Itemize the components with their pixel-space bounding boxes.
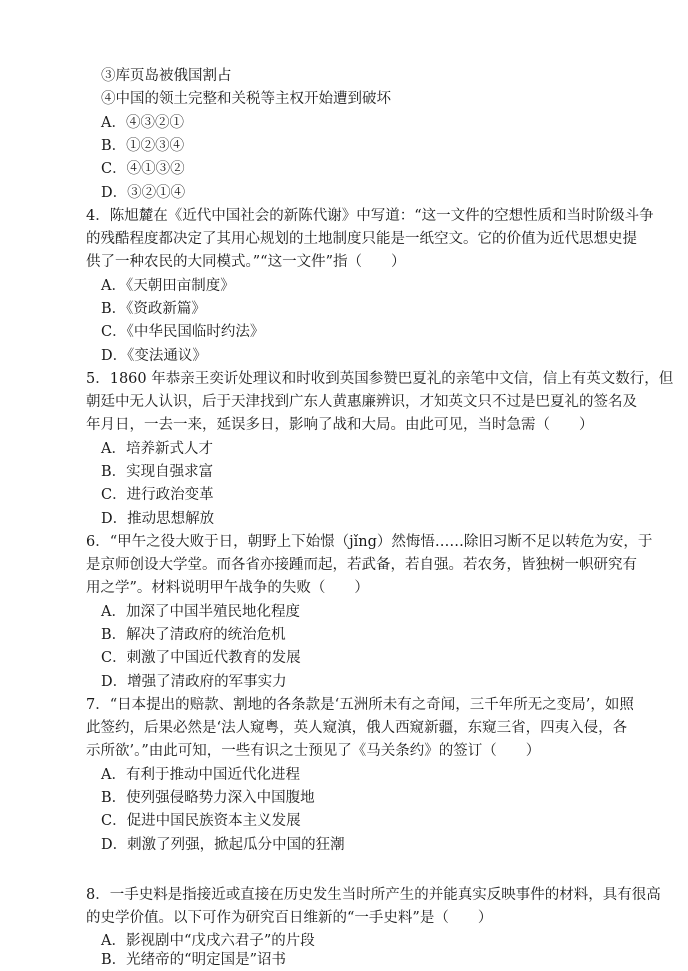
question-8-option-b: B．光绪帝的“明定国是”诏书 (101, 952, 286, 968)
question-4-option-d: D．《变法通议》 (101, 348, 207, 364)
question-7-option-d: D．刺激了列强，掀起瓜分中国的狂潮 (101, 837, 345, 853)
option-b: B．①②③④ (101, 138, 185, 154)
question-7-line-3: 示所欲’。”由此可知，一些有识之士预见了《马关条约》的签订（ ） (86, 743, 541, 759)
option-d: D．③②①④ (101, 185, 186, 201)
question-5-line-2: 朝廷中无人认识，后于天津找到广东人黄惠廉辨识，才知英文只不过是巴夏礼的签名及 (86, 394, 637, 410)
question-4-line-2: 的残酷程度都决定了其用心规划的土地制度只能是一纸空文。它的价值为近代思想史提 (86, 231, 637, 247)
question-7-line-1: 7．“日本提出的赔款、割地的各条款是‘五洲所未有之奇闻，三千年所无之变局’，如照 (86, 697, 634, 713)
question-6-option-d: D．增强了清政府的军事实力 (101, 674, 287, 690)
question-6-option-b: B．解决了清政府的统治危机 (101, 627, 286, 643)
statement-3: ③库页岛被俄国割占 (101, 68, 232, 84)
question-5-option-c: C．进行政治变革 (101, 487, 214, 503)
question-4-option-a: A．《天朝田亩制度》 (101, 278, 235, 294)
option-a: A．④③②① (101, 115, 184, 131)
question-8-option-a: A．影视剧中“戊戌六君子”的片段 (101, 933, 315, 949)
question-8-line-1: 8．一手史料是指接近或直接在历史发生当时所产生的并能真实反映事件的材料，具有很高 (86, 887, 661, 903)
statement-4: ④中国的领土完整和关税等主权开始遭到破坏 (101, 91, 391, 107)
question-6-option-c: C．刺激了中国近代教育的发展 (101, 650, 301, 666)
question-4-line-1: 4．陈旭麓在《近代中国社会的新陈代谢》中写道：“这一文件的空想性质和当时阶级斗争 (86, 208, 654, 224)
question-6-line-3: 用之学”。材料说明甲午战争的失败（ ） (86, 580, 369, 596)
question-4-option-b: B．《资政新篇》 (101, 301, 206, 317)
question-4-option-c: C．《中华民国临时约法》 (101, 324, 265, 340)
question-7-line-2: 此签约，后果必然是‘法人窥粤，英人窥滇，俄人西窥新疆，东窥三省，四夷入侵，各 (86, 720, 628, 736)
option-c: C．④①③② (101, 161, 185, 177)
question-8-line-2: 的史学价值。以下可作为研究百日维新的“一手史料”是（ ） (86, 910, 493, 926)
question-6-line-1: 6．“甲午之役大败于日，朝野上下始憬（jǐng）然悔悟……除旧习断不足以转危为安，于 (86, 534, 653, 550)
question-5-line-1: 5．1860 年恭亲王奕䜣处理议和时收到英国参赞巴夏礼的亲笔中文信，信上有英文数行，但 (86, 371, 674, 387)
question-6-line-2: 是京师创设大学堂。而各省亦接踵而起，若武备，若自强。若农务，皆独树一帜研究有 (86, 557, 637, 573)
question-7-option-b: B．使列强侵略势力深入中国腹地 (101, 790, 315, 806)
question-5-option-d: D．推动思想解放 (101, 511, 215, 527)
question-5-option-a: A．培养新式人才 (101, 441, 213, 457)
question-5-line-3: 年月日，一去一来，延误多日，影响了战和大局。由此可见，当时急需（ ） (86, 417, 594, 433)
question-7-option-c: C．促进中国民族资本主义发展 (101, 813, 301, 829)
question-4-line-3: 供了一种农民的大同模式。”“这一文件”指（ ） (86, 254, 406, 270)
question-5-option-b: B．实现自强求富 (101, 464, 214, 480)
question-6-option-a: A．加深了中国半殖民地化程度 (101, 604, 300, 620)
question-7-option-a: A．有利于推动中国近代化进程 (101, 767, 300, 783)
